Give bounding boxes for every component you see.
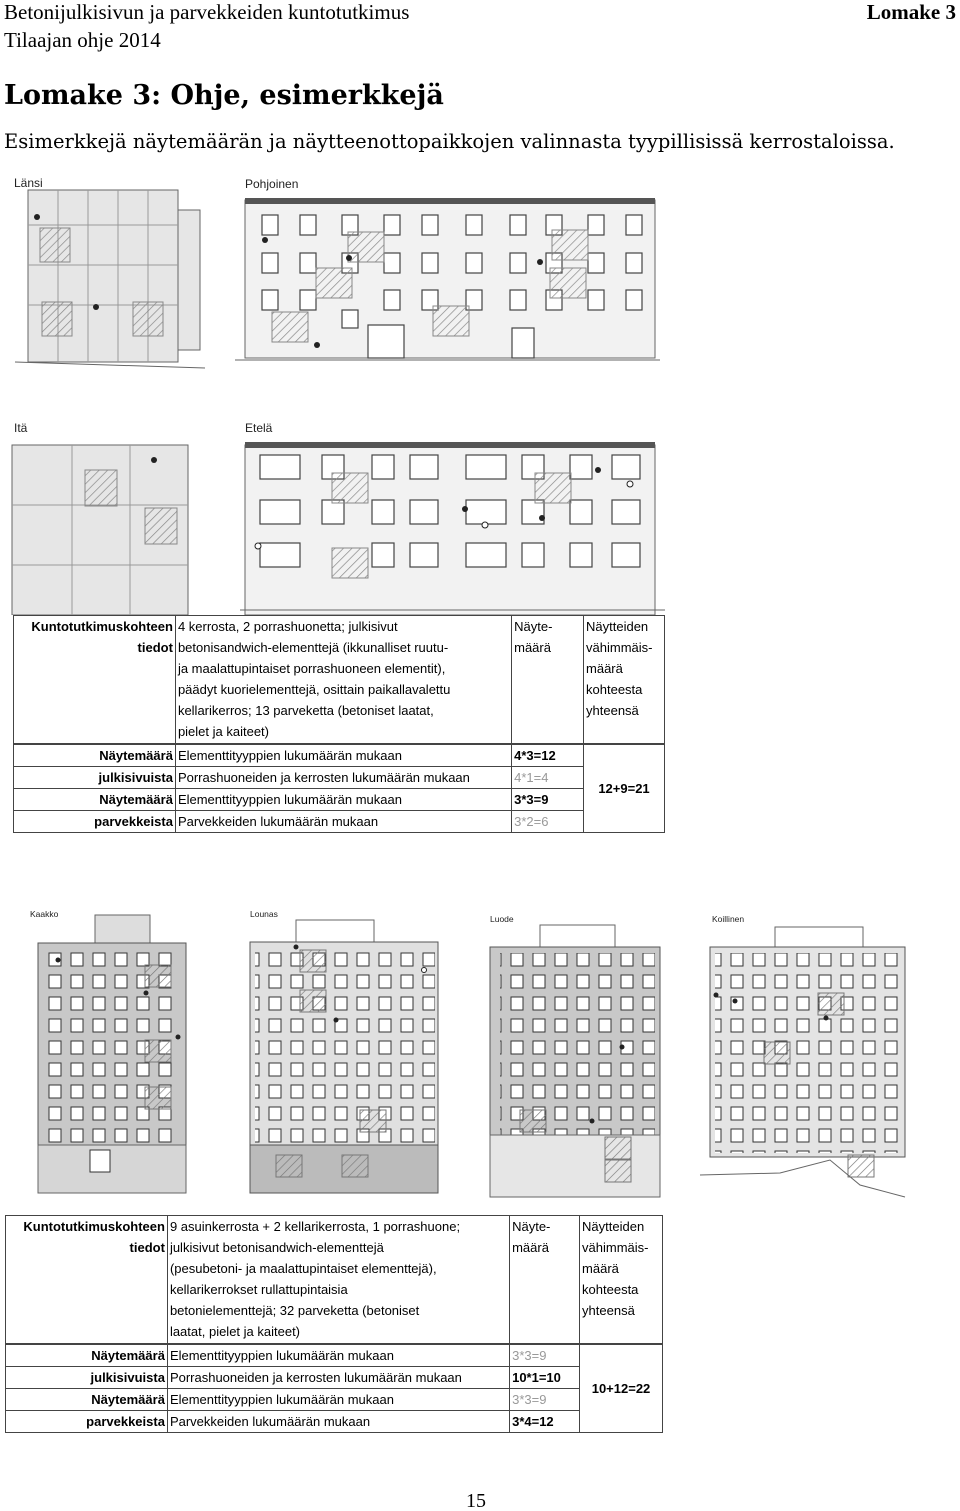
table-cell: 4*3=12 bbox=[512, 744, 584, 767]
table-cell: 3*3=9 bbox=[512, 788, 584, 810]
facade-label-west: Länsi bbox=[14, 176, 43, 190]
info-label: tiedot bbox=[137, 640, 173, 655]
table-row bbox=[14, 788, 665, 810]
table-cell: (pesubetoni- ja maalattupintaiset elementtejä), bbox=[169, 1261, 437, 1276]
facade-southeast bbox=[38, 915, 186, 1193]
table-row bbox=[14, 810, 665, 832]
facade-label-east: Itä bbox=[14, 421, 28, 435]
table-cell: määrä bbox=[514, 640, 551, 655]
table-cell: 9 asuinkerrosta + 2 kellarikerrosta, 1 porrashuone; bbox=[169, 1219, 461, 1234]
facade-label-north: Pohjoinen bbox=[245, 177, 299, 191]
column-header-min: Näytteiden bbox=[586, 619, 649, 634]
total-value: 12+9=21 bbox=[584, 744, 665, 833]
table-cell: Näytemäärä bbox=[6, 1344, 168, 1367]
facade-drawings-figure-2 bbox=[0, 905, 920, 1205]
page-subtitle: Esimerkkejä näytemäärän ja näytteenottopaikkojen valinnasta tyypillisissä kerrostaloissa. bbox=[4, 130, 895, 153]
column-header-min: Näytteiden bbox=[582, 1219, 645, 1234]
form-label: Lomake 3 bbox=[866, 0, 956, 24]
table-cell: määrä bbox=[582, 1261, 619, 1276]
table-cell: Porrashuoneiden ja kerrosten lukumäärän mukaan bbox=[167, 1366, 509, 1388]
table-row bbox=[6, 1344, 663, 1367]
facade-northeast bbox=[700, 927, 905, 1197]
table-cell: betonisandwich-elementtejä (ikkunalliset ruutu- bbox=[177, 640, 449, 655]
facade-east bbox=[12, 445, 188, 615]
table-row bbox=[6, 1366, 663, 1388]
table-cell: pielet ja kaiteet) bbox=[177, 724, 269, 739]
table-cell: kohteesta bbox=[582, 1282, 639, 1297]
table-cell: betonielementtejä; 32 parveketta (betoniset bbox=[169, 1303, 420, 1318]
info-label: Kuntotutkimuskohteen bbox=[31, 619, 173, 634]
facade-label-northwest: Luode bbox=[490, 914, 514, 924]
table-cell: vähimmäis- bbox=[582, 1240, 649, 1255]
table-cell: Porrashuoneiden ja kerrosten lukumäärän mukaan bbox=[175, 766, 511, 788]
table-cell: 10*1=10 bbox=[510, 1366, 580, 1388]
info-label: Kuntotutkimuskohteen bbox=[23, 1219, 165, 1234]
facade-label-south: Etelä bbox=[245, 421, 273, 435]
table-cell: Elementtityyppien lukumäärän mukaan bbox=[167, 1344, 509, 1367]
table-cell: Parvekkeiden lukumäärän mukaan bbox=[167, 1410, 509, 1432]
facade-north bbox=[235, 198, 660, 360]
table-row bbox=[6, 1410, 663, 1432]
table-cell: 3*4=12 bbox=[510, 1410, 580, 1432]
table-cell: 3*3=9 bbox=[510, 1388, 580, 1410]
table-cell: määrä bbox=[586, 661, 623, 676]
table-cell: Parvekkeiden lukumäärän mukaan bbox=[175, 810, 511, 832]
table-cell: 4 kerrosta, 2 porrashuonetta; julkisivut bbox=[177, 619, 398, 634]
table-cell bbox=[580, 1216, 663, 1344]
column-header-sample: Näyte- bbox=[514, 619, 553, 634]
table-cell: yhteensä bbox=[582, 1303, 635, 1318]
table-cell bbox=[175, 616, 511, 744]
facade-drawings-figure-1 bbox=[0, 170, 680, 615]
sample-table-1 bbox=[13, 615, 665, 833]
page-title: Lomake 3: Ohje, esimerkkejä bbox=[4, 80, 444, 111]
table-cell: yhteensä bbox=[586, 703, 639, 718]
table-cell: Elementtityyppien lukumäärän mukaan bbox=[175, 744, 511, 767]
table-cell: päädyt kuorielementtejä, osittain paikallavalettu bbox=[177, 682, 451, 697]
table-cell: kellarikerros; 13 parveketta (betoniset laatat, bbox=[177, 703, 434, 718]
facade-southwest bbox=[250, 920, 438, 1193]
table-cell: kellarikerrokset rullattupintaisia bbox=[169, 1282, 348, 1297]
table-cell: Näytemäärä bbox=[14, 744, 176, 767]
sample-table-2 bbox=[5, 1215, 663, 1433]
total-value: 10+12=22 bbox=[580, 1344, 663, 1433]
document-title: Betonijulkisivun ja parvekkeiden kuntotutkimus bbox=[4, 0, 410, 24]
column-header-sample: Näyte- bbox=[512, 1219, 551, 1234]
facade-south bbox=[240, 442, 665, 615]
page-number: 15 bbox=[466, 1490, 486, 1511]
table-cell bbox=[14, 616, 176, 744]
table-cell: Näytemäärä bbox=[14, 788, 176, 810]
table-cell: Elementtityyppien lukumäärän mukaan bbox=[167, 1388, 509, 1410]
table-row bbox=[14, 766, 665, 788]
table-cell: vähimmäis- bbox=[586, 640, 653, 655]
table-cell: laatat, pielet ja kaiteet) bbox=[169, 1324, 301, 1339]
table-cell: 3*3=9 bbox=[510, 1344, 580, 1367]
table-cell bbox=[512, 616, 584, 744]
table-cell: Elementtityyppien lukumäärän mukaan bbox=[175, 788, 511, 810]
info-label: tiedot bbox=[129, 1240, 165, 1255]
table-cell: julkisivut betonisandwich-elementtejä bbox=[169, 1240, 384, 1255]
facade-label-northeast: Koillinen bbox=[712, 914, 745, 924]
table-cell: kohteesta bbox=[586, 682, 643, 697]
table-cell: määrä bbox=[512, 1240, 549, 1255]
facade-label-southwest: Lounas bbox=[250, 909, 278, 919]
table-cell: ja maalattupintaiset porrashuoneen elementit), bbox=[177, 661, 446, 676]
table-cell: 3*2=6 bbox=[512, 810, 584, 832]
table-cell: parvekkeista bbox=[14, 810, 176, 832]
table-row bbox=[6, 1388, 663, 1410]
table-cell: 4*1=4 bbox=[512, 766, 584, 788]
table-cell bbox=[167, 1216, 509, 1344]
table-row bbox=[6, 1216, 663, 1344]
table-cell bbox=[6, 1216, 168, 1344]
table-cell: parvekkeista bbox=[6, 1410, 168, 1432]
table-cell: julkisivuista bbox=[14, 766, 176, 788]
facade-northwest bbox=[490, 925, 660, 1197]
facade-west bbox=[15, 190, 205, 368]
table-cell bbox=[584, 616, 665, 744]
table-cell bbox=[510, 1216, 580, 1344]
table-cell: julkisivuista bbox=[6, 1366, 168, 1388]
table-row bbox=[14, 616, 665, 744]
facade-label-southeast: Kaakko bbox=[30, 909, 59, 919]
table-row bbox=[14, 744, 665, 767]
document-subtitle: Tilaajan ohje 2014 bbox=[4, 28, 161, 52]
table-cell: Näytemäärä bbox=[6, 1388, 168, 1410]
